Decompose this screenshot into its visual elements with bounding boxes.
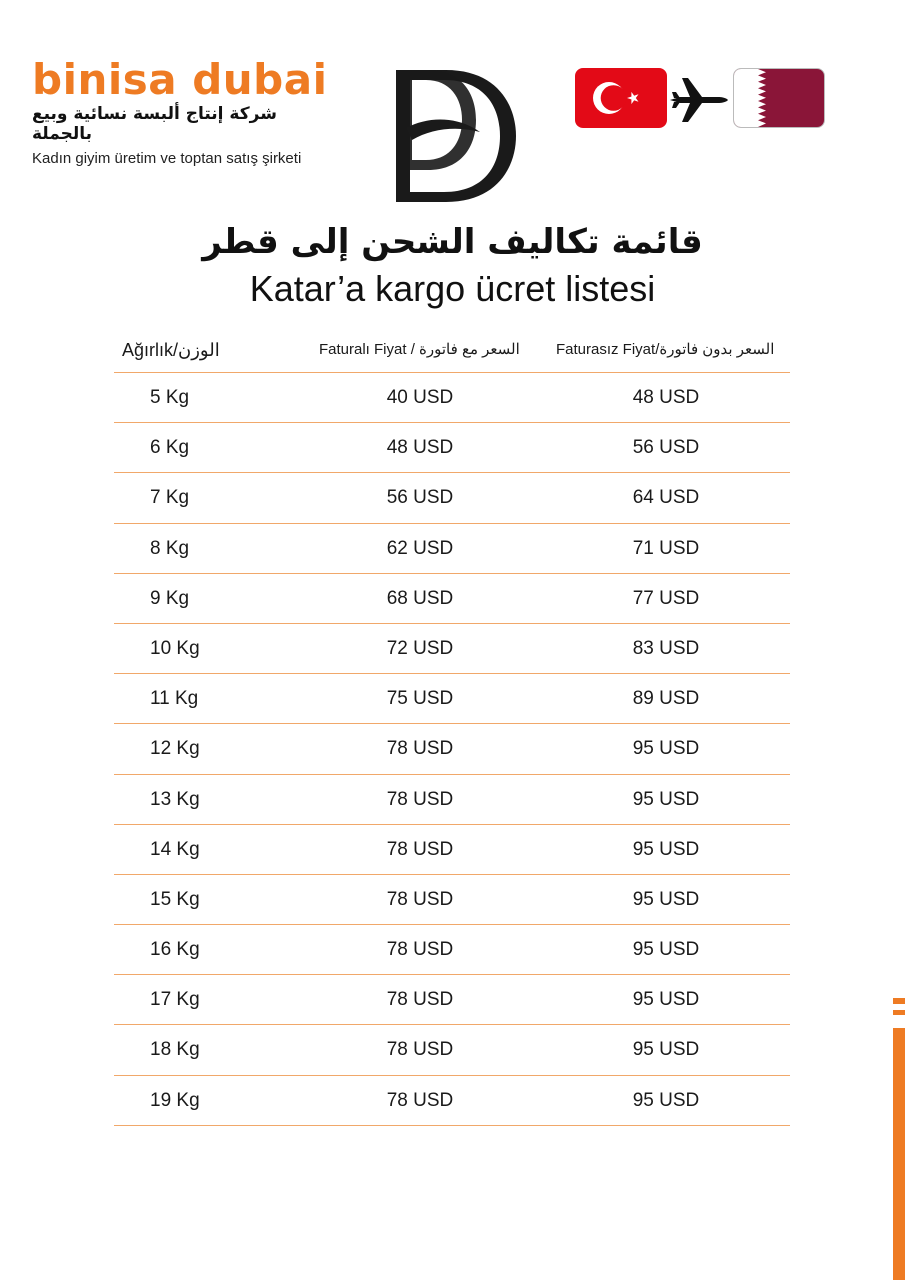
invoiced-price-cell: 62 USD [386,537,454,559]
weight-cell: 6 Kg [150,437,190,459]
invoiced-price-cell: 78 USD [386,788,454,810]
table-row [114,925,790,975]
weight-cell: 7 Kg [150,487,190,509]
title-turkish: Katar’a kargo ücret listesi [249,268,656,309]
table-row [114,624,790,674]
table-row [114,1076,790,1126]
table-row [114,423,790,473]
not-invoiced-price-cell: 95 USD [632,788,700,810]
weight-cell: 16 Kg [150,939,200,961]
brand-block [32,55,332,167]
brand-arabic-tagline: شركة إنتاج ألبسة نسائية وبيع بالجملة [32,104,277,144]
table-row [114,875,790,925]
title-arabic: قائمة تكاليف الشحن إلى قطر [202,222,703,262]
invoiced-price-cell: 78 USD [386,939,454,961]
not-invoiced-price-cell: 95 USD [632,939,700,961]
price-table [114,330,790,1126]
not-invoiced-price-cell: 95 USD [632,738,700,760]
side-accent-bar [893,998,905,1280]
table-body [114,373,790,1126]
not-invoiced-price-cell: 64 USD [632,487,700,509]
invoiced-price-cell: 78 USD [386,838,454,860]
table-row [114,724,790,774]
not-invoiced-price-cell: 95 USD [632,1039,700,1061]
qatar-flag-icon [733,68,825,128]
invoiced-price-cell: 78 USD [386,738,454,760]
table-row [114,825,790,875]
invoiced-price-cell: 75 USD [386,688,454,710]
brand-name: binisa dubai [32,55,328,104]
not-invoiced-price-cell: 77 USD [632,587,700,609]
not-invoiced-price-cell: 83 USD [632,637,700,659]
table-row [114,975,790,1025]
invoiced-price-cell: 78 USD [386,1089,454,1111]
weight-cell: 12 Kg [150,738,200,760]
weight-cell: 13 Kg [150,788,200,810]
dd-monogram-icon [388,66,518,206]
not-invoiced-price-cell: 56 USD [632,437,700,459]
table-row [114,473,790,523]
table-row [114,775,790,825]
not-invoiced-price-cell: 89 USD [632,688,700,710]
header-not-invoiced: Faturasız Fiyat/السعر بدون فاتورة [556,341,775,358]
brand-turkish-tagline: Kadın giyim üretim ve toptan satış şirketi [32,150,302,167]
weight-cell: 9 Kg [150,587,190,609]
weight-cell: 14 Kg [150,838,200,860]
weight-cell: 10 Kg [150,637,200,659]
not-invoiced-price-cell: 48 USD [632,387,700,408]
not-invoiced-price-cell: 95 USD [632,838,700,860]
invoiced-price-cell: 68 USD [386,587,454,609]
weight-cell: 15 Kg [150,888,200,910]
weight-cell: 18 Kg [150,1039,200,1061]
weight-cell: 19 Kg [150,1089,200,1111]
table-header [114,330,790,373]
table-row [114,574,790,624]
invoiced-price-cell: 40 USD [386,387,454,408]
invoiced-price-cell: 48 USD [386,437,454,459]
table-row [114,674,790,724]
weight-cell: 11 Kg [150,688,199,710]
airplane-icon [668,70,730,128]
weight-cell: 5 Kg [150,387,190,408]
not-invoiced-price-cell: 95 USD [632,989,700,1011]
turkey-flag-icon [575,68,667,128]
not-invoiced-price-cell: 71 USD [632,537,700,559]
not-invoiced-price-cell: 95 USD [632,1089,700,1111]
invoiced-price-cell: 78 USD [386,888,454,910]
invoiced-price-cell: 72 USD [386,637,454,659]
not-invoiced-price-cell: 95 USD [632,888,700,910]
invoiced-price-cell: 56 USD [386,487,454,509]
header-weight: Ağırlık/الوزن [122,340,220,360]
table-row [114,1025,790,1075]
table-row [114,373,790,423]
weight-cell: 17 Kg [150,989,200,1011]
weight-cell: 8 Kg [150,537,190,559]
invoiced-price-cell: 78 USD [386,989,454,1011]
header-invoiced: Faturalı Fiyat / السعر مع فاتورة [319,341,520,358]
invoiced-price-cell: 78 USD [386,1039,454,1061]
table-row [114,524,790,574]
route-flags [575,68,825,130]
